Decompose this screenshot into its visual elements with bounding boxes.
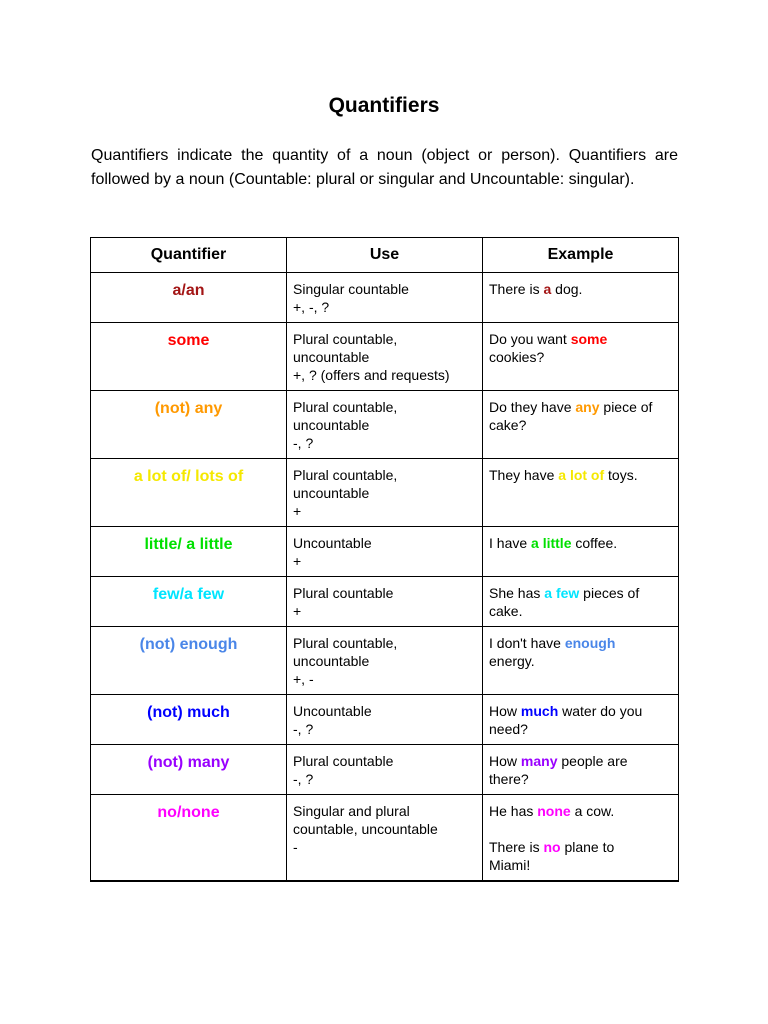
example-line (489, 770, 672, 788)
example-line (489, 652, 672, 670)
use-line: -, ? (293, 435, 314, 451)
use-line: Singular and plural (293, 803, 410, 819)
example-highlight: no (543, 839, 561, 855)
quantifier-cell (91, 527, 287, 577)
table-row (91, 527, 679, 577)
use-line: -, ? (293, 771, 314, 787)
example-highlight: some (570, 331, 608, 347)
table-row (91, 391, 679, 459)
table-row (91, 627, 679, 695)
example-line (489, 280, 672, 298)
example-text: water do you (558, 703, 643, 719)
quantifier-term: (not) any (154, 400, 223, 417)
example-line (489, 856, 672, 874)
example-text: How (489, 753, 521, 769)
example-cell (483, 627, 679, 695)
use-line: - (293, 839, 298, 855)
example-cell (483, 459, 679, 527)
use-line: Plural countable, (293, 467, 398, 483)
table-row (91, 695, 679, 745)
use-line: uncountable (293, 653, 370, 669)
example-highlight: any (575, 399, 600, 415)
example-text: people are (557, 753, 628, 769)
example-cell (483, 795, 679, 882)
example-line (489, 838, 672, 856)
example-text: I don't have (489, 635, 565, 651)
example-line (489, 720, 672, 738)
quantifier-term: (not) enough (139, 636, 238, 653)
example-spacer (489, 820, 672, 838)
example-cell (483, 695, 679, 745)
example-text: energy. (489, 653, 535, 669)
example-line (489, 466, 672, 484)
quantifier-cell (91, 795, 287, 882)
quantifier-term: little/ a little (144, 536, 233, 553)
example-highlight: none (537, 803, 571, 819)
use-line: Plural countable, (293, 399, 398, 415)
use-line: + (293, 553, 302, 569)
example-text: There is (489, 281, 544, 297)
use-cell (287, 627, 483, 695)
example-line (489, 584, 672, 602)
quantifier-cell (91, 459, 287, 527)
example-highlight: a few (544, 585, 580, 601)
table-row (91, 745, 679, 795)
use-line: + (293, 603, 302, 619)
example-cell (483, 323, 679, 391)
example-text: plane to (560, 839, 615, 855)
quantifier-cell (91, 323, 287, 391)
use-line: Plural countable, (293, 635, 398, 651)
use-line: + (293, 503, 302, 519)
use-cell (287, 577, 483, 627)
quantifier-term: (not) much (147, 704, 230, 721)
use-line: uncountable (293, 417, 370, 433)
header-example: Example (483, 238, 679, 273)
quantifier-term: (not) many (147, 754, 230, 771)
example-text: a cow. (570, 803, 615, 819)
quantifier-cell (91, 745, 287, 795)
example-text: cookies? (489, 349, 545, 365)
example-text: How (489, 703, 521, 719)
use-cell (287, 695, 483, 745)
example-line (489, 634, 672, 652)
example-text: Do you want (489, 331, 571, 347)
page-title: Quantifiers (328, 94, 440, 117)
quantifier-cell (91, 695, 287, 745)
example-text: cake? (489, 417, 527, 433)
use-line: Uncountable (293, 535, 372, 551)
use-line: -, ? (293, 721, 314, 737)
example-cell (483, 391, 679, 459)
use-cell (287, 795, 483, 882)
table-row (91, 795, 679, 882)
example-cell (483, 273, 679, 323)
quantifier-cell (91, 273, 287, 323)
example-text: toys. (604, 467, 638, 483)
use-cell (287, 745, 483, 795)
use-cell (287, 323, 483, 391)
quantifier-cell (91, 627, 287, 695)
quantifier-term: a lot of/ lots of (133, 468, 244, 485)
example-highlight: enough (564, 635, 616, 651)
table-body (91, 273, 679, 882)
use-cell (287, 459, 483, 527)
example-text: piece of (599, 399, 653, 415)
example-text: They have (489, 467, 559, 483)
example-line (489, 752, 672, 770)
example-highlight: a (543, 281, 552, 297)
example-line (489, 602, 672, 620)
example-text: Miami! (489, 857, 531, 873)
example-text: There is (489, 839, 544, 855)
example-text: I have (489, 535, 532, 551)
example-text: there? (489, 771, 529, 787)
quantifier-term: a/an (172, 282, 205, 299)
quantifier-term: some (167, 332, 210, 349)
use-line: +, - (293, 671, 314, 687)
header-use: Use (287, 238, 483, 273)
example-text: need? (489, 721, 528, 737)
example-line (489, 330, 672, 348)
example-text: pieces of (579, 585, 640, 601)
use-line: Plural countable (293, 585, 394, 601)
example-line (489, 534, 672, 552)
use-line: +, -, ? (293, 299, 330, 315)
example-line (489, 398, 672, 416)
example-highlight: much (520, 703, 559, 719)
quantifier-cell (91, 391, 287, 459)
example-line (489, 702, 672, 720)
example-cell (483, 527, 679, 577)
example-text: dog. (551, 281, 583, 297)
use-line: Plural countable, (293, 331, 398, 347)
quantifier-term: no/none (157, 804, 220, 821)
use-cell (287, 527, 483, 577)
example-cell (483, 745, 679, 795)
quantifier-cell (91, 577, 287, 627)
use-line: Uncountable (293, 703, 372, 719)
example-line (489, 348, 672, 366)
table-row (91, 323, 679, 391)
header-quantifier: Quantifier (91, 238, 287, 273)
example-text: She has (489, 585, 545, 601)
example-highlight: many (520, 753, 558, 769)
table-row (91, 577, 679, 627)
table-header-row (91, 238, 679, 273)
example-text: He has (489, 803, 538, 819)
example-line (489, 416, 672, 434)
quantifiers-table (90, 237, 679, 882)
use-line: Plural countable (293, 753, 394, 769)
use-cell (287, 273, 483, 323)
use-line: +, ? (offers and requests) (293, 367, 450, 383)
example-text: Do they have (489, 399, 576, 415)
example-highlight: a lot of (558, 467, 605, 483)
example-line (489, 802, 672, 820)
use-line: Singular countable (293, 281, 409, 297)
quantifier-term: few/a few (152, 586, 225, 603)
use-line: countable, uncountable (293, 821, 438, 837)
example-highlight: a little (531, 535, 572, 551)
use-cell (287, 391, 483, 459)
table-row (91, 459, 679, 527)
table-row (91, 273, 679, 323)
example-cell (483, 577, 679, 627)
example-text: coffee. (571, 535, 618, 551)
intro-paragraph: Quantifiers indicate the quantity of a noun (object or person). Quantifiers are followed by a noun (Countable: plural or singular and Uncountable: singular). (91, 147, 678, 188)
use-line: uncountable (293, 485, 370, 501)
use-line: uncountable (293, 349, 370, 365)
example-text: cake. (489, 603, 523, 619)
